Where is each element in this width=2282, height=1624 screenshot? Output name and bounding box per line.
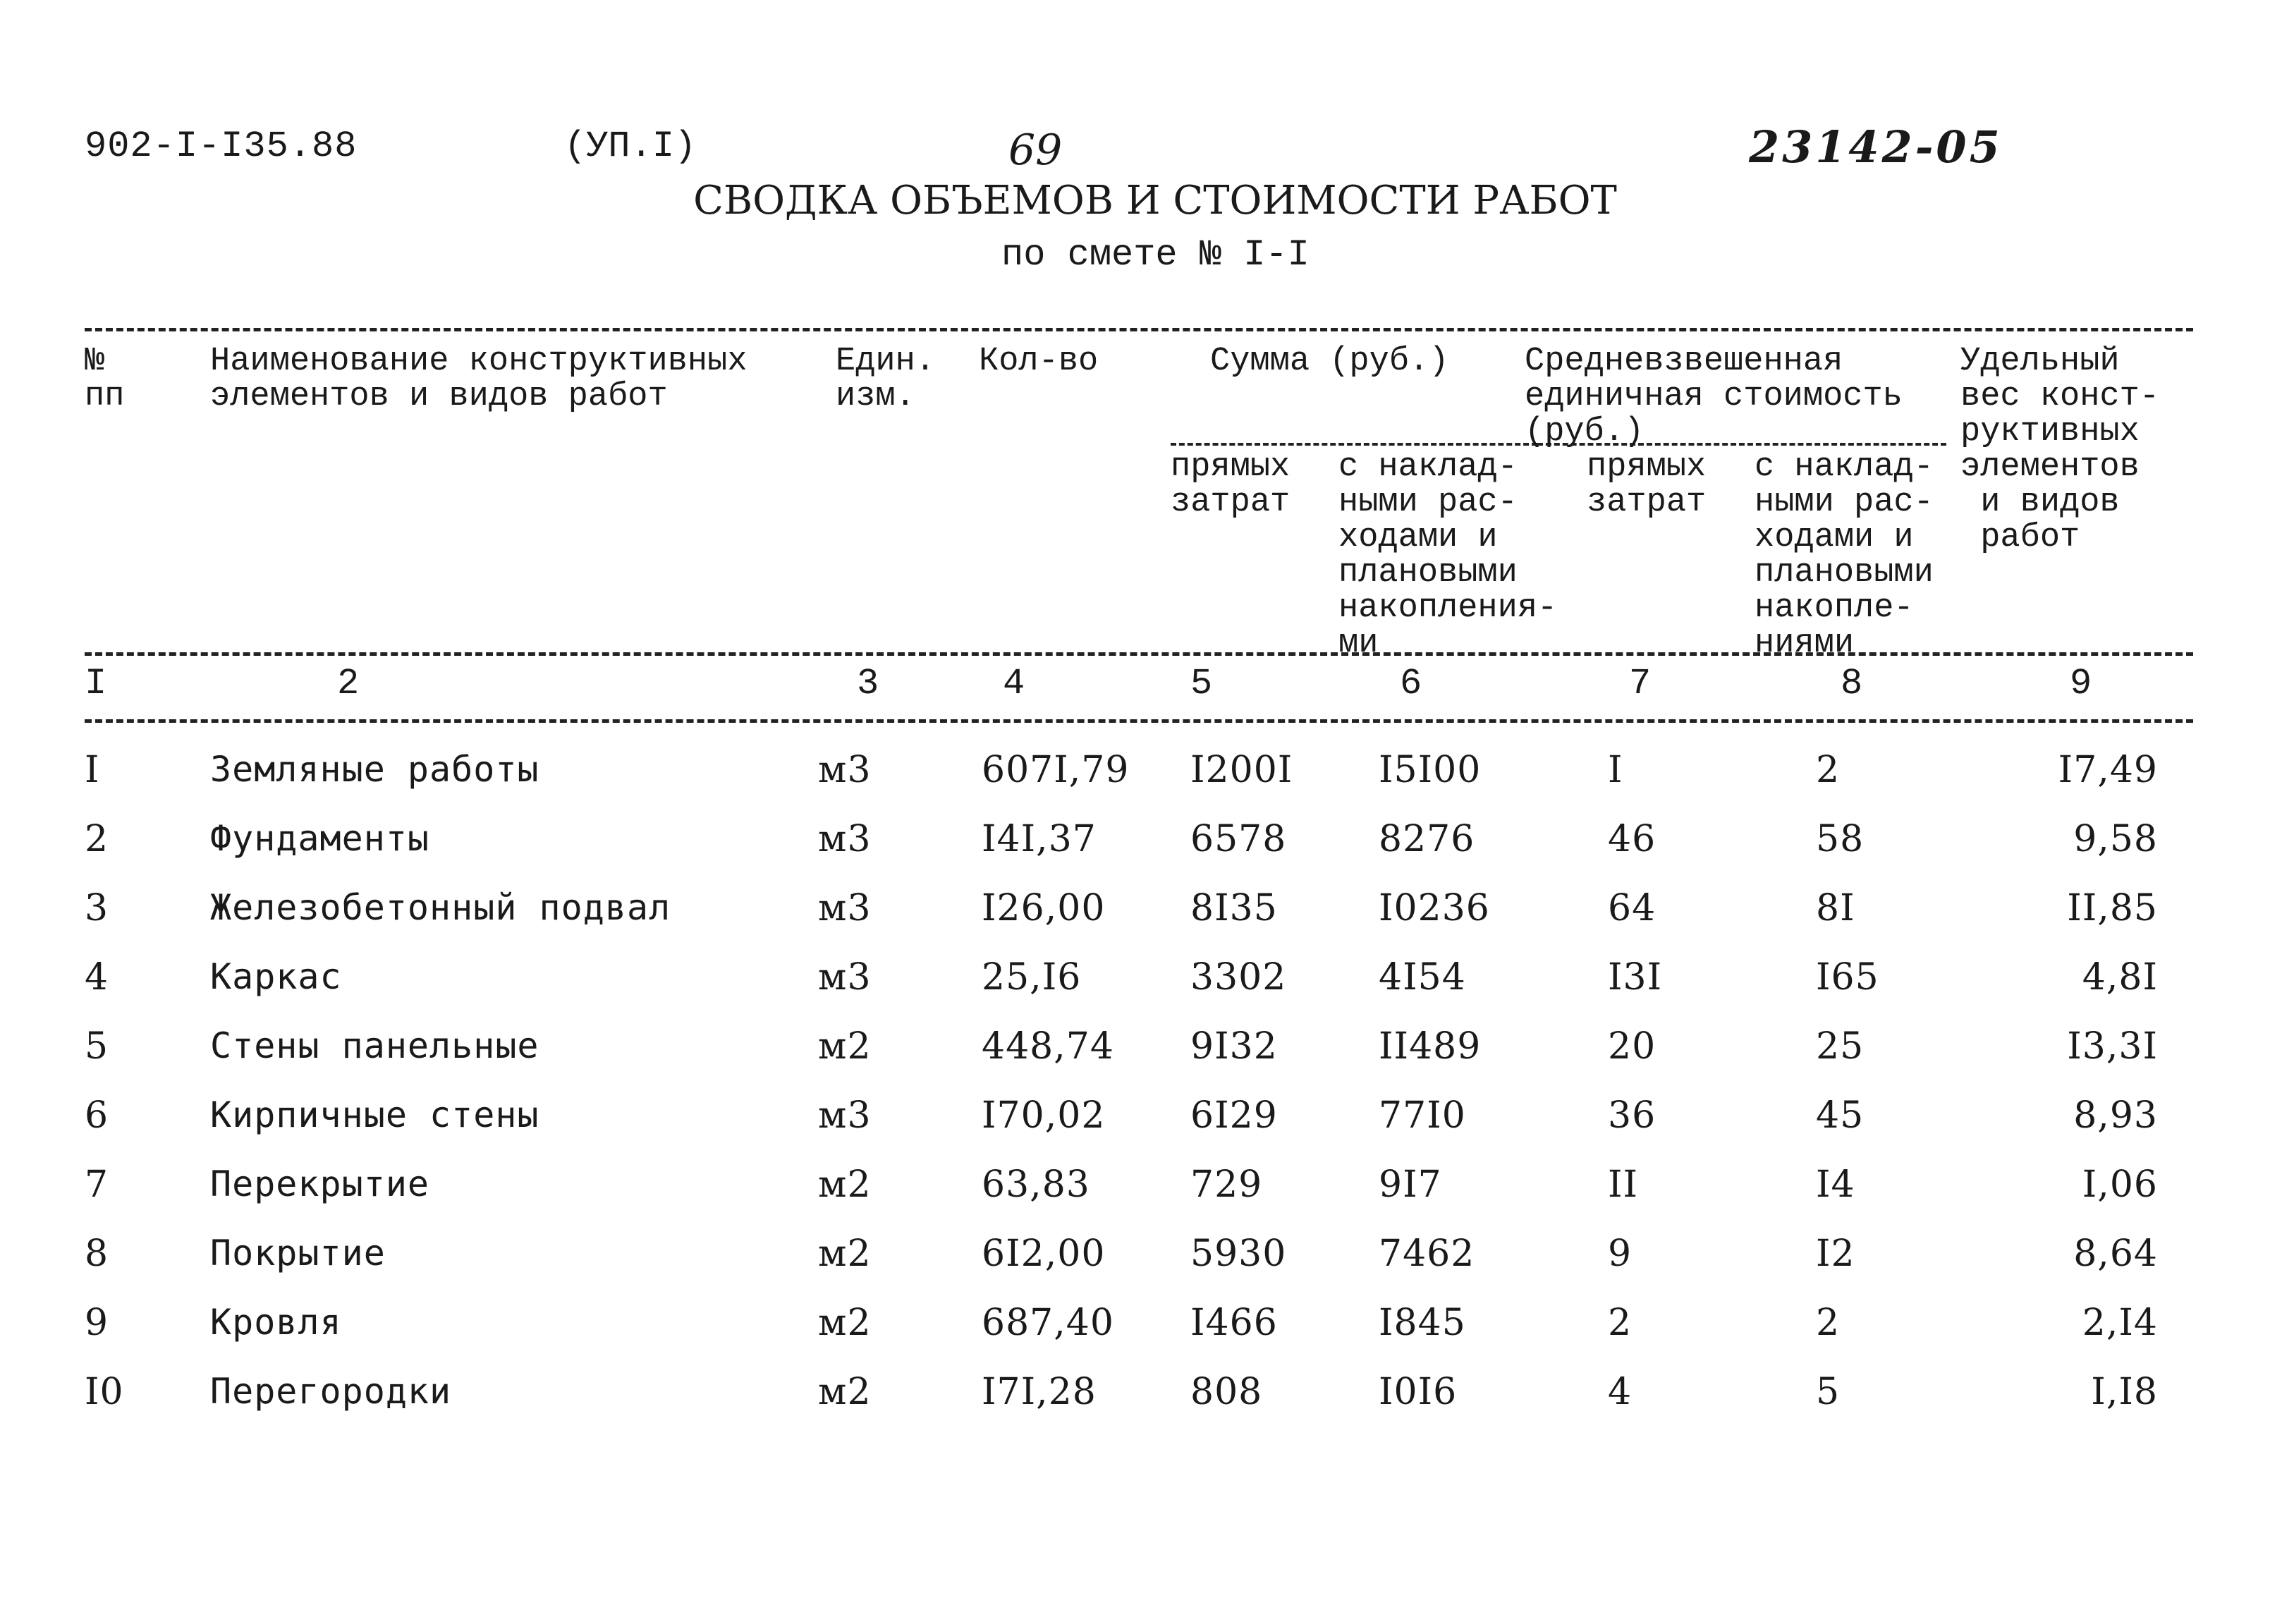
row-weight: I3,3I — [2067, 1025, 2158, 1068]
header-unit: Един. изм. — [836, 343, 936, 415]
row-unit: м3 — [818, 749, 872, 791]
row-qty: I7I,28 — [982, 1371, 1097, 1413]
row-sum-direct: 3302 — [1190, 956, 1287, 999]
page-number: 69 — [1008, 126, 1063, 175]
row-sum-direct: 729 — [1190, 1164, 1263, 1206]
row-avg-direct: 2 — [1608, 1302, 1633, 1344]
row-qty: 63,83 — [982, 1164, 1090, 1206]
row-avg-direct: 64 — [1608, 887, 1656, 929]
row-qty: I26,00 — [982, 887, 1106, 929]
row-number: 3 — [85, 887, 109, 929]
row-avg-overhead: 58 — [1816, 818, 1865, 860]
document-number: 23142-05 — [1749, 121, 2003, 173]
row-avg-overhead: I4 — [1816, 1164, 1855, 1206]
row-name: Покрытие — [210, 1233, 386, 1274]
table-row — [0, 749, 2282, 818]
header-sum-group: Сумма (руб.) — [1210, 343, 1449, 380]
row-weight: I,06 — [2082, 1164, 2158, 1206]
row-name: Перекрытие — [210, 1164, 430, 1204]
row-weight: 9,58 — [2073, 818, 2158, 860]
row-name: Перегородки — [210, 1371, 452, 1412]
page-title: СВОДКА ОБЪЕМОВ И СТОИМОСТИ РАБОТ — [693, 178, 1617, 224]
row-avg-direct: 46 — [1608, 818, 1656, 860]
row-sum-direct: 5930 — [1190, 1233, 1287, 1275]
row-avg-overhead: 2 — [1816, 749, 1841, 791]
row-name: Кровля — [210, 1302, 342, 1343]
row-avg-overhead: 25 — [1816, 1025, 1865, 1068]
row-avg-direct: 9 — [1608, 1233, 1633, 1275]
row-avg-overhead: 2 — [1816, 1302, 1841, 1344]
header-avg-overhead: с наклад- ными рас- ходами и плановыми накопле- ниями — [1755, 448, 1934, 662]
table-row — [0, 1371, 2282, 1440]
header-sum-overhead: с наклад- ными рас- ходами и плановыми накопления- ми — [1338, 448, 1558, 662]
row-avg-overhead: 45 — [1816, 1094, 1865, 1137]
row-sum-direct: I466 — [1190, 1302, 1278, 1344]
row-unit: м3 — [818, 887, 872, 929]
row-name: Стены панельные — [210, 1025, 539, 1066]
row-unit: м2 — [818, 1233, 872, 1275]
row-sum-overhead: I0236 — [1379, 887, 1490, 929]
row-sum-direct: I200I — [1190, 749, 1293, 791]
row-avg-direct: II — [1608, 1164, 1639, 1206]
header-sum-direct: прямых затрат — [1171, 448, 1291, 521]
row-name: Фундаменты — [210, 818, 430, 859]
row-unit: м2 — [818, 1371, 872, 1413]
row-sum-overhead: I0I6 — [1379, 1371, 1458, 1413]
row-avg-overhead: 8I — [1816, 887, 1855, 929]
table-top-rule — [85, 328, 2193, 331]
row-weight: 2,I4 — [2082, 1302, 2158, 1344]
table-row — [0, 956, 2282, 1025]
row-qty: I4I,37 — [982, 818, 1097, 860]
table-row — [0, 887, 2282, 956]
row-sum-overhead: 7462 — [1379, 1233, 1475, 1275]
row-weight: 8,93 — [2073, 1094, 2158, 1137]
column-number-8: 8 — [1841, 663, 1863, 704]
sum-subheader-rule — [1171, 443, 1537, 446]
row-name: Земляные работы — [210, 749, 539, 790]
row-sum-overhead: II489 — [1379, 1025, 1482, 1068]
row-number: 2 — [85, 818, 109, 860]
header-name: Наименование конструктивных элементов и видов работ — [210, 343, 748, 415]
row-sum-overhead: 8276 — [1379, 818, 1475, 860]
row-sum-direct: 808 — [1190, 1371, 1263, 1413]
row-sum-overhead: 77I0 — [1379, 1094, 1466, 1137]
row-unit: м3 — [818, 1094, 872, 1137]
row-unit: м3 — [818, 818, 872, 860]
row-qty: 25,I6 — [982, 956, 1082, 999]
page-subtitle: по смете № I-I — [1001, 234, 1310, 276]
row-avg-direct: 4 — [1608, 1371, 1633, 1413]
table-row — [0, 818, 2282, 887]
row-avg-overhead: I65 — [1816, 956, 1879, 999]
document-code: 902-I-I35.88 — [85, 126, 358, 167]
row-sum-overhead: 9I7 — [1379, 1164, 1442, 1206]
row-number: 9 — [85, 1302, 109, 1344]
row-qty: 6I2,00 — [982, 1233, 1106, 1275]
column-number-2: 2 — [337, 663, 360, 704]
column-number-5: 5 — [1190, 663, 1213, 704]
row-name: Кирпичные стены — [210, 1094, 539, 1135]
row-name: Каркас — [210, 956, 342, 997]
row-sum-overhead: I5I00 — [1379, 749, 1482, 791]
row-sum-direct: 6578 — [1190, 818, 1287, 860]
column-number-9: 9 — [2070, 663, 2092, 704]
row-qty: 607I,79 — [982, 749, 1130, 791]
row-weight: 8,64 — [2073, 1233, 2158, 1275]
row-unit: м3 — [818, 956, 872, 999]
row-weight: II,85 — [2067, 887, 2158, 929]
row-avg-overhead: 5 — [1816, 1371, 1841, 1413]
column-numbers-rule — [85, 719, 2193, 723]
header-avg-direct: прямых затрат — [1587, 448, 1707, 521]
column-number-3: 3 — [857, 663, 879, 704]
header-avg-group: Средневзвешенная единичная стоимость (руб.) — [1525, 343, 1903, 451]
row-sum-direct: 8I35 — [1190, 887, 1278, 929]
row-weight: I7,49 — [2058, 749, 2158, 791]
row-qty: I70,02 — [982, 1094, 1106, 1137]
row-unit: м2 — [818, 1164, 872, 1206]
table-row — [0, 1025, 2282, 1094]
section-label: (УП.I) — [564, 126, 697, 167]
row-weight: 4,8I — [2082, 956, 2158, 999]
table-row — [0, 1233, 2282, 1302]
row-sum-overhead: 4I54 — [1379, 956, 1466, 999]
column-number-6: 6 — [1400, 663, 1422, 704]
row-sum-direct: 9I32 — [1190, 1025, 1278, 1068]
row-avg-direct: 20 — [1608, 1025, 1656, 1068]
row-number: I — [85, 749, 100, 791]
table-row — [0, 1164, 2282, 1233]
header-qty: Кол-во — [979, 343, 1099, 380]
row-qty: 687,40 — [982, 1302, 1114, 1344]
row-number: I0 — [85, 1371, 124, 1413]
column-number-1: I — [85, 663, 107, 704]
column-number-4: 4 — [1003, 663, 1025, 704]
row-weight: I,I8 — [2091, 1371, 2158, 1413]
row-avg-direct: 36 — [1608, 1094, 1656, 1137]
row-unit: м2 — [818, 1025, 872, 1068]
row-number: 6 — [85, 1094, 109, 1137]
table-row — [0, 1094, 2282, 1164]
row-unit: м2 — [818, 1302, 872, 1344]
row-number: 7 — [85, 1164, 109, 1206]
row-sum-direct: 6I29 — [1190, 1094, 1278, 1137]
column-number-7: 7 — [1629, 663, 1652, 704]
row-avg-overhead: I2 — [1816, 1233, 1855, 1275]
table-row — [0, 1302, 2282, 1371]
row-name: Железобетонный подвал — [210, 887, 671, 928]
row-avg-direct: I — [1608, 749, 1623, 791]
header-no: № пп — [85, 343, 125, 415]
row-sum-overhead: I845 — [1379, 1302, 1466, 1344]
row-avg-direct: I3I — [1608, 956, 1663, 999]
row-number: 4 — [85, 956, 109, 999]
row-qty: 448,74 — [982, 1025, 1114, 1068]
header-weight: Удельный вес конст- руктивных элементов и видов работ — [1960, 343, 2160, 556]
row-number: 5 — [85, 1025, 109, 1068]
row-number: 8 — [85, 1233, 109, 1275]
